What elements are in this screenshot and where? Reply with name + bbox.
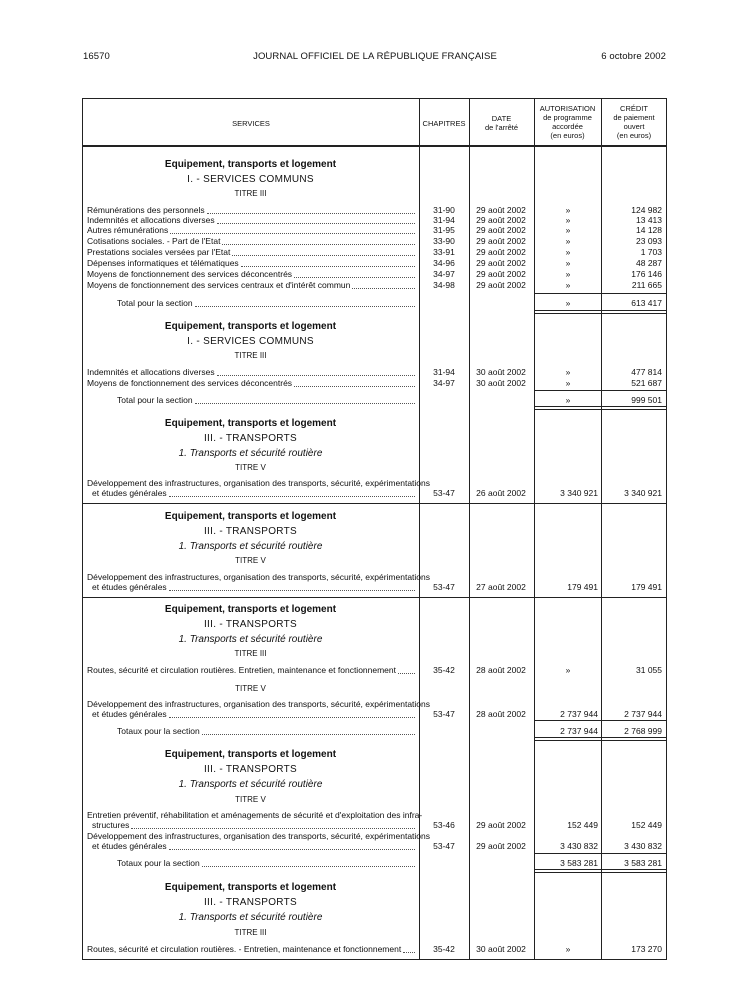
publication-date: 6 octobre 2002 <box>601 51 666 62</box>
total-label: Total pour la section <box>117 298 193 308</box>
row-autorisation: » <box>565 236 571 246</box>
col-head-cp-l4: (en euros) <box>616 131 652 140</box>
row-date: 30 août 2002 <box>476 367 526 377</box>
section-heading: III. - TRANSPORTS <box>203 619 298 630</box>
col-head-ap-l1: AUTORISATION <box>539 104 596 113</box>
dot-leader <box>169 590 415 591</box>
row-credit: 14 128 <box>636 225 662 235</box>
journal-title: JOURNAL OFFICIEL DE LA RÉPUBLIQUE FRANÇAISE <box>253 51 497 62</box>
dot-leader <box>241 266 415 267</box>
col-head-credit <box>601 104 667 140</box>
titre-heading: TITRE V <box>235 556 266 565</box>
col-head-cp-l1: CRÉDIT <box>620 104 648 113</box>
row-label: Moyens de fonctionnement des services déconcentrés <box>87 378 293 388</box>
row-label: Moyens de fonctionnement des services centraux et d'intérêt commun <box>87 280 351 290</box>
row-label: Développement des infrastructures, organisation des transports, sécurité, expérimentations <box>87 831 431 841</box>
total-label: Totaux pour la section <box>117 858 200 868</box>
titre-heading: TITRE III <box>234 189 267 198</box>
row-chapitre: 34-98 <box>433 280 455 290</box>
total-rule <box>534 390 667 391</box>
total-rule <box>534 869 667 870</box>
ministry-heading: Equipement, transports et logement <box>164 882 337 893</box>
row-autorisation: » <box>565 367 571 377</box>
row-date: 29 août 2002 <box>476 258 526 268</box>
row-date: 30 août 2002 <box>476 378 526 388</box>
row-credit: 2 737 944 <box>624 709 662 719</box>
row-date: 28 août 2002 <box>476 709 526 719</box>
row-label-cont: et études générales <box>92 841 167 851</box>
row-chapitre: 53-46 <box>433 820 455 830</box>
row-label: Développement des infrastructures, organisation des transports, sécurité, expérimentations <box>87 478 431 488</box>
row-date: 28 août 2002 <box>476 665 526 675</box>
row-date: 29 août 2002 <box>476 236 526 246</box>
row-autorisation: » <box>565 378 571 388</box>
titre-heading: TITRE III <box>234 649 267 658</box>
dot-leader <box>352 288 415 289</box>
row-date: 29 août 2002 <box>476 205 526 215</box>
dot-leader <box>217 223 415 224</box>
dot-leader <box>131 828 415 829</box>
row-chapitre: 53-47 <box>433 488 455 498</box>
row-chapitre: 35-42 <box>433 944 455 954</box>
ministry-heading: Equipement, transports et logement <box>164 321 337 332</box>
row-chapitre: 33-90 <box>433 236 455 246</box>
row-chapitre: 31-95 <box>433 225 455 235</box>
row-chapitre: 53-47 <box>433 709 455 719</box>
row-date: 29 août 2002 <box>476 215 526 225</box>
row-chapitre: 34-96 <box>433 258 455 268</box>
col-head-ap-l4: (en euros) <box>550 131 585 140</box>
total-label: Totaux pour la section <box>117 726 200 736</box>
total-autorisation: » <box>565 298 571 308</box>
dot-leader <box>195 306 415 307</box>
row-autorisation: » <box>565 205 571 215</box>
total-rule <box>534 406 667 407</box>
row-chapitre: 53-47 <box>433 582 455 592</box>
dot-leader <box>232 255 415 256</box>
dot-leader <box>202 734 415 735</box>
row-chapitre: 34-97 <box>433 378 455 388</box>
row-label: Routes, sécurité et circulation routières. Entretien, maintenance et fonctionnement <box>87 665 397 675</box>
row-credit: 124 982 <box>631 205 662 215</box>
row-date: 29 août 2002 <box>476 841 526 851</box>
titre-heading: TITRE III <box>234 928 267 937</box>
dot-leader <box>294 386 415 387</box>
header-rule <box>82 145 667 147</box>
total-rule <box>534 872 667 873</box>
row-label: Prestations sociales versées par l'Etat <box>87 247 231 257</box>
col-head-chapitres: CHAPITRES <box>422 119 466 128</box>
sub-heading: 1. Transports et sécurité routière <box>178 634 323 645</box>
row-autorisation: 179 491 <box>567 582 598 592</box>
row-label: Indemnités et allocations diverses <box>87 367 215 377</box>
row-credit: 477 814 <box>631 367 662 377</box>
row-label: Développement des infrastructures, organisation des transports, sécurité, expérimentations <box>87 572 431 582</box>
row-credit: 179 491 <box>631 582 662 592</box>
row-date: 29 août 2002 <box>476 247 526 257</box>
row-date: 26 août 2002 <box>476 488 526 498</box>
row-autorisation: 3 430 832 <box>560 841 598 851</box>
ministry-heading: Equipement, transports et logement <box>164 418 337 429</box>
row-date: 29 août 2002 <box>476 280 526 290</box>
col-head-date-l1: DATE <box>491 114 512 123</box>
row-label-cont: et études générales <box>92 709 167 719</box>
row-label: Développement des infrastructures, organisation des transports, sécurité, expérimentations <box>87 699 431 709</box>
row-credit: 521 687 <box>631 378 662 388</box>
sub-heading: 1. Transports et sécurité routière <box>178 779 323 790</box>
dot-leader <box>294 277 415 278</box>
titre-heading: TITRE V <box>235 463 266 472</box>
row-credit: 3 340 921 <box>624 488 662 498</box>
total-rule <box>534 737 667 738</box>
col-head-date-l2: de l'arrêté <box>484 123 519 132</box>
row-credit: 211 665 <box>631 280 662 290</box>
row-label-cont: et études générales <box>92 488 167 498</box>
row-credit: 173 270 <box>631 944 662 954</box>
titre-heading: TITRE III <box>234 351 267 360</box>
col-head-cp-l3: ouvert <box>623 122 645 131</box>
row-autorisation: » <box>565 944 571 954</box>
row-autorisation: 3 340 921 <box>560 488 598 498</box>
ministry-heading: Equipement, transports et logement <box>164 749 337 760</box>
page-number: 16570 <box>83 51 110 62</box>
row-label: Dépenses informatiques et télématiques <box>87 258 239 268</box>
row-date: 29 août 2002 <box>476 225 526 235</box>
row-label: Entretien préventif, réhabilitation et aménagements de sécurité et d'exploitation des infra- <box>87 810 423 820</box>
col-head-services: SERVICES <box>232 119 270 128</box>
section-heading: I. - SERVICES COMMUNS <box>187 336 314 347</box>
col-head-date <box>469 114 534 132</box>
row-autorisation: 152 449 <box>567 820 598 830</box>
row-autorisation: » <box>565 215 571 225</box>
total-autorisation: 2 737 944 <box>560 726 598 736</box>
row-credit: 176 146 <box>631 269 662 279</box>
row-chapitre: 31-94 <box>433 367 455 377</box>
dot-leader <box>217 375 415 376</box>
row-autorisation: » <box>565 665 571 675</box>
col-head-ap-l3: accordée <box>552 122 583 131</box>
total-autorisation: 3 583 281 <box>560 858 598 868</box>
section-heading: I. - SERVICES COMMUNS <box>187 174 314 185</box>
row-autorisation: » <box>565 225 571 235</box>
dot-leader <box>403 952 415 953</box>
total-rule <box>534 853 667 854</box>
ministry-heading: Equipement, transports et logement <box>164 511 337 522</box>
dot-leader <box>169 849 415 850</box>
sub-heading: 1. Transports et sécurité routière <box>178 448 323 459</box>
row-label: Indemnités et allocations diverses <box>87 215 215 225</box>
row-autorisation: » <box>565 269 571 279</box>
dot-leader <box>195 403 415 404</box>
row-date: 27 août 2002 <box>476 582 526 592</box>
total-autorisation: » <box>565 395 571 405</box>
dot-leader <box>207 213 415 214</box>
total-credit: 2 768 999 <box>624 726 662 736</box>
row-chapitre: 33-91 <box>433 247 455 257</box>
total-credit: 999 501 <box>631 395 662 405</box>
row-credit: 1 703 <box>640 247 662 257</box>
dot-leader <box>169 496 415 497</box>
total-rule <box>534 409 667 410</box>
row-credit: 23 093 <box>636 236 662 246</box>
block-rule <box>82 597 667 598</box>
row-chapitre: 31-90 <box>433 205 455 215</box>
ministry-heading: Equipement, transports et logement <box>164 604 337 615</box>
sub-heading: 1. Transports et sécurité routière <box>178 541 323 552</box>
block-rule <box>82 503 667 504</box>
dot-leader <box>202 866 415 867</box>
section-heading: III. - TRANSPORTS <box>203 433 298 444</box>
row-credit: 13 413 <box>636 215 662 225</box>
dot-leader <box>222 244 415 245</box>
dot-leader <box>169 717 415 718</box>
col-head-ap-l2: de programme <box>543 113 592 122</box>
row-label-cont: et études générales <box>92 582 167 592</box>
row-chapitre: 53-47 <box>433 841 455 851</box>
row-autorisation: » <box>565 280 571 290</box>
row-label: Routes, sécurité et circulation routières. - Entretien, maintenance et fonctionnement <box>87 944 402 954</box>
section-heading: III. - TRANSPORTS <box>203 764 298 775</box>
row-label: Moyens de fonctionnement des services déconcentrés <box>87 269 293 279</box>
total-credit: 613 417 <box>631 298 662 308</box>
row-credit: 3 430 832 <box>624 841 662 851</box>
dot-leader <box>170 233 415 234</box>
total-rule <box>534 313 667 314</box>
row-label: Rémunérations des personnels <box>87 205 205 215</box>
total-rule <box>534 720 667 721</box>
dot-leader <box>398 673 415 674</box>
row-credit: 152 449 <box>631 820 662 830</box>
row-credit: 48 287 <box>636 258 662 268</box>
row-label-cont: structures <box>92 820 130 830</box>
row-date: 29 août 2002 <box>476 269 526 279</box>
ministry-heading: Equipement, transports et logement <box>164 159 337 170</box>
row-chapitre: 35-42 <box>433 665 455 675</box>
section-heading: III. - TRANSPORTS <box>203 897 298 908</box>
row-date: 30 août 2002 <box>476 944 526 954</box>
total-rule <box>534 740 667 741</box>
row-label: Autres rémunérations <box>87 225 169 235</box>
total-rule <box>534 293 667 294</box>
total-credit: 3 583 281 <box>624 858 662 868</box>
row-autorisation: » <box>565 247 571 257</box>
row-chapitre: 34-97 <box>433 269 455 279</box>
total-rule <box>534 310 667 311</box>
row-chapitre: 31-94 <box>433 215 455 225</box>
row-autorisation: » <box>565 258 571 268</box>
total-label: Total pour la section <box>117 395 193 405</box>
titre-heading: TITRE V <box>235 684 266 693</box>
titre-heading: TITRE V <box>235 795 266 804</box>
col-head-autorisation <box>534 104 601 140</box>
sub-heading: 1. Transports et sécurité routière <box>178 912 323 923</box>
row-label: Cotisations sociales. - Part de l'Etat <box>87 236 221 246</box>
row-credit: 31 055 <box>636 665 662 675</box>
col-head-cp-l2: de paiement <box>613 113 655 122</box>
row-autorisation: 2 737 944 <box>560 709 598 719</box>
row-date: 29 août 2002 <box>476 820 526 830</box>
section-heading: III. - TRANSPORTS <box>203 526 298 537</box>
